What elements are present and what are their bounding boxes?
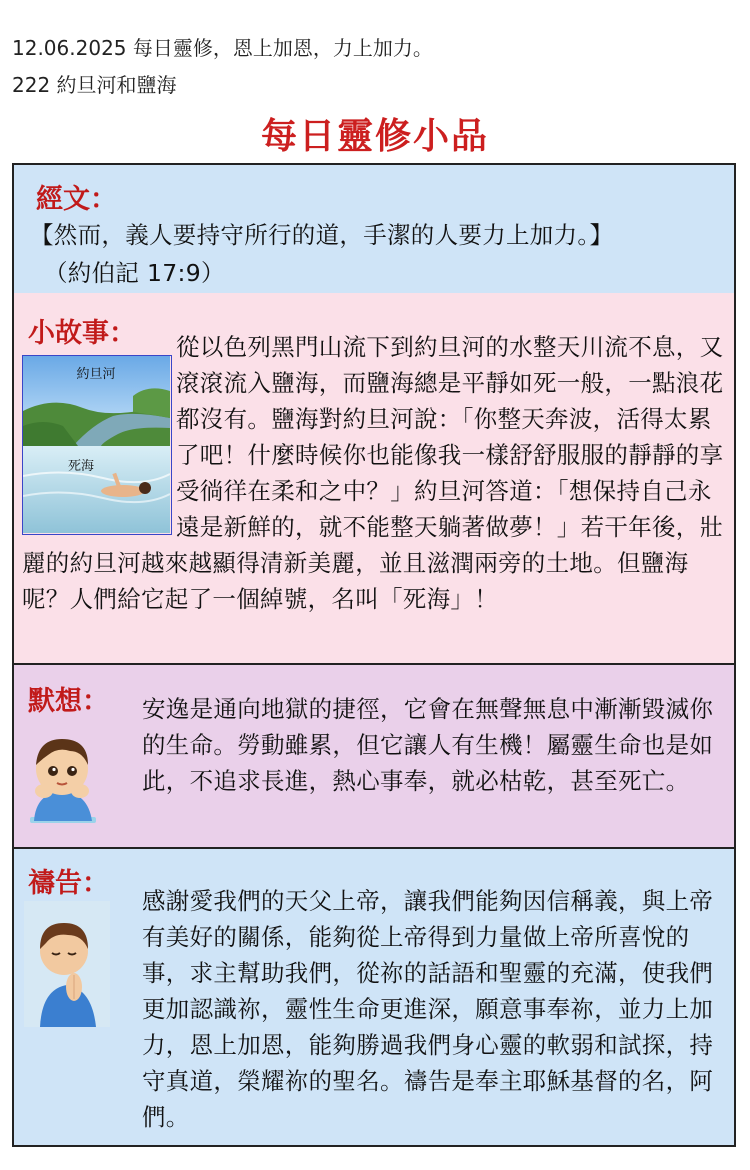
meditation-label: 默想： [28,686,109,717]
scripture-reference: （約伯記 17:9） [44,259,225,287]
scripture-label: 經文： [36,184,117,215]
page-title: 每日靈修小品 [260,116,489,157]
meditation-text: 安逸是通向地獄的捷徑，它會在無聲無息中漸漸毀滅你的生命。勞動雖累，但它讓人有生機！屬靈生命也是如此，不追求長進，熱心事奉，就必枯乾，甚至死亡。 [142,695,714,795]
prayer-section [12,849,736,1147]
scripture-section [12,163,736,295]
date-header: 12.06.2025 每日靈修，恩上加恩，力上加力。 [12,36,433,60]
river-sea-image [22,355,172,535]
praying-boy-illustration [24,901,110,1027]
thinking-boy-illustration [22,721,102,831]
prayer-label: 禱告： [28,868,109,899]
story-section [12,293,736,665]
jordan-caption: 約旦河 [76,367,116,382]
lesson-header: 222 約旦河和鹽海 [12,73,177,97]
story-paragraph: 從以色列黑門山流下到約旦河的水整天川流不息，又滾滾流入鹽海，而鹽海總是平靜如死一般，一點浪花都沒有。鹽海對約旦河說：「你整天奔波，活得太累了吧！什麼時候你也能像我一樣舒舒服服的靜靜的享受徜徉在柔和之中？」約旦河答道：「想保持自己永遠是新鮮的，就不能整天躺著做夢！」若干年後，壯麗的約旦河越來越顯得清新美麗，並且滋潤兩旁的土地。但鹽海呢？人們給它起了一個綽號，名叫「死海」！ [22,333,724,613]
dead-sea-caption: 死海 [67,459,95,474]
meditation-section [12,665,736,849]
scripture-verse: 【然而，義人要持守所行的道，手潔的人要力上加力。】 [30,221,614,249]
prayer-text: 感謝愛我們的天父上帝，讓我們能夠因信稱義，與上帝有美好的關係，能夠從上帝得到力量做上帝所喜悅的事，求主幫助我們，從祢的話語和聖靈的充滿，使我們更加認識祢，靈性生命更進深，願意事奉祢，並力上加力，恩上加恩，能夠勝過我們身心靈的軟弱和試探，持守真道，榮耀祢的聖名。禱告是奉主耶穌基督的名，阿們。 [142,887,714,1131]
story-label: 小故事： [28,318,136,349]
